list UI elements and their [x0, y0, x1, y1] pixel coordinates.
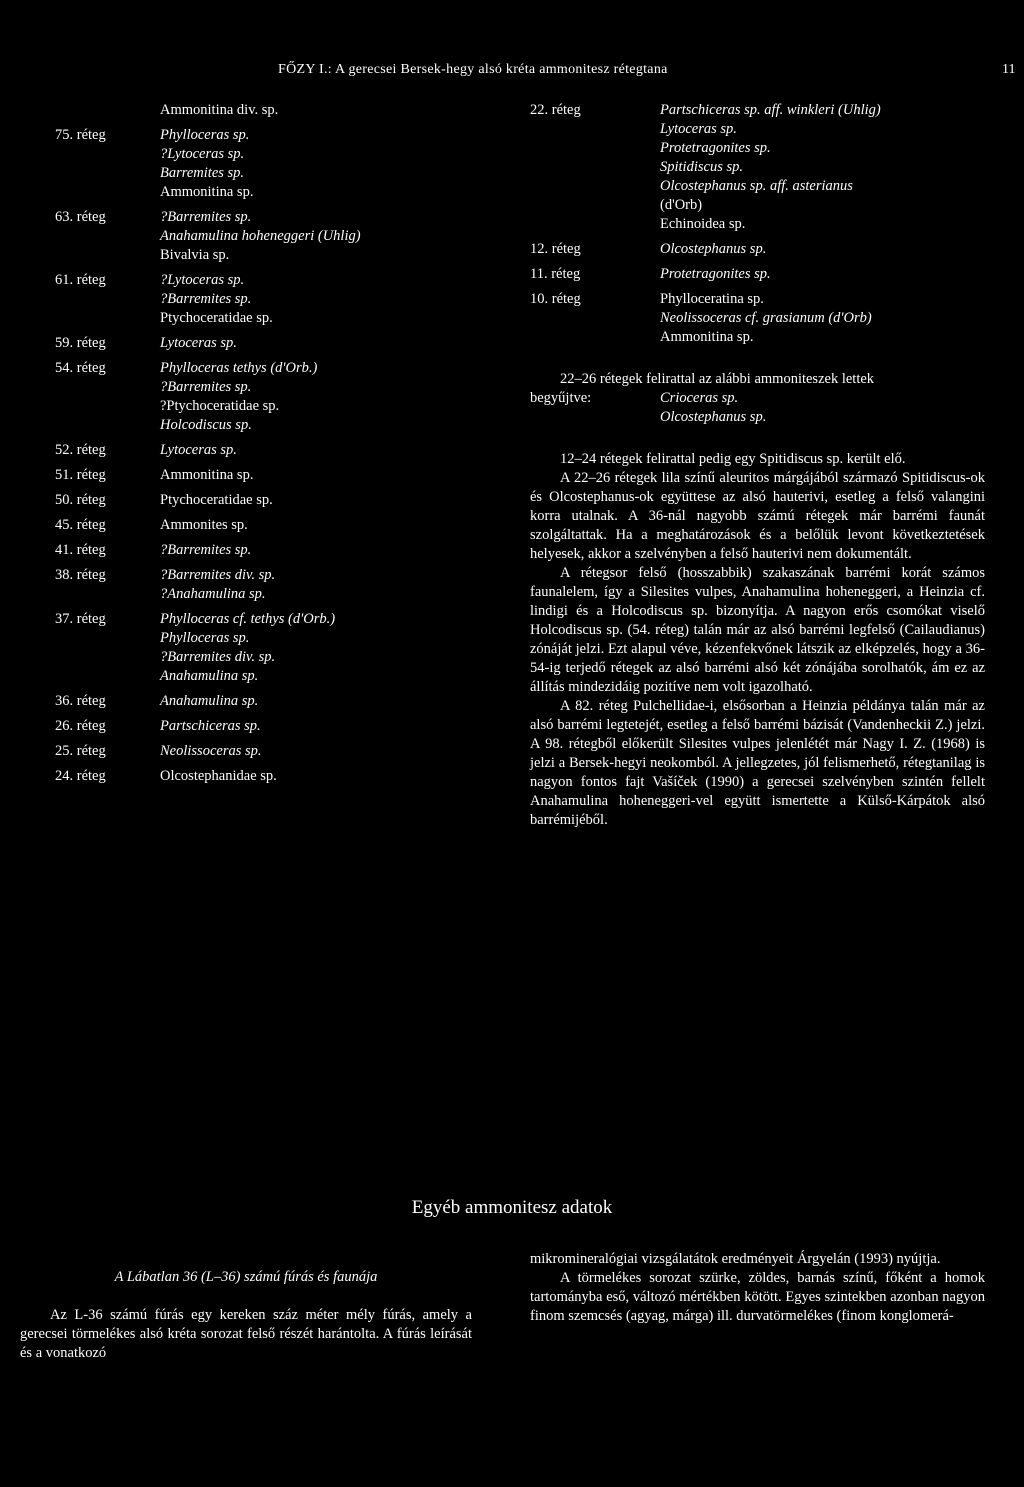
subsection-title: A Lábatlan 36 (L–36) számú fúrás és faunája: [114, 1269, 378, 1285]
layer-label: [530, 139, 660, 158]
taxon-lytoceras-sp: ?Lytoceras sp.: [160, 146, 245, 162]
taxon-ptychoceratidae-sp: Ptychoceratidae sp.: [160, 492, 273, 508]
taxon-phylloceras-sp: Phylloceras sp.: [160, 127, 250, 143]
layer-label: [55, 145, 160, 164]
right-layer-row: [530, 265, 985, 284]
taxon-row-olcostephanus: [530, 408, 985, 427]
taxon-lytoceras-sp: Lytoceras sp.: [160, 335, 237, 351]
layer-label: [55, 183, 160, 202]
layer-label: [55, 164, 160, 183]
left-layer-row: [55, 416, 495, 435]
layer-label: [55, 227, 160, 246]
taxon-olcostephanus-sp: Olcostephanus sp.: [660, 241, 767, 257]
taxon-olcostephanus-sp-aff-asterianus: Olcostephanus sp. aff. asterianus: [660, 178, 853, 194]
right-layer-row: [530, 309, 985, 328]
paragraph-micromineral: mikromineralógiai vizsgálatátok eredményeit Árgyelán (1993) nyújtja.: [530, 1251, 941, 1267]
layer-label: 52. réteg: [55, 442, 106, 458]
left-layer-row: [55, 246, 495, 265]
taxon-barremites-sp: Barremites sp.: [160, 165, 245, 181]
paragraph-l36: Az L-36 számú fúrás egy kereken száz méter mély fúrás, amely a gerecsei törmelékes alsó kréta sorozat felső részét harántolta. A fúrás leírását és a vonatkozó: [20, 1307, 472, 1361]
paragraph-barremian: A rétegsor felső (hosszabbik) szakaszának barrémi korát számos faunalelem, így a Silesites vulpes, Anahamulina hoheneggeri, a Heinzia cf. lindigi és a Holcodiscus sp. bizonyítja. A nagyon erős csomókat viselő Holcodiscus sp. (54. réteg) talán már az alsó barrémi legfelső (Cailaudianus) zónáját jelzi. Ezt alapul véve, kézenfekvőnek látszik az elképzelés, hogy a 36-54-ig terjedő rétegek az alsó barrémi alsó két zónájába sorolhatók, ám ez az állítás mindezidáig pozitíve nem volt igazolható.: [530, 565, 985, 695]
layer-label: 24. réteg: [55, 768, 106, 784]
taxon-protetragonites-sp: Protetragonites sp.: [660, 140, 771, 156]
paragraph-layer-82: A 82. réteg Pulchellidae-i, elsősorban a Heinzia példánya talán már az alsó barrémi legtetejét, esetleg a felső barrémi bázisát (Vandenheckii Z.) jelzi. A 98. rétegből előkerült Silesites vulpes jelenlétét már Nagy I. Z. (1968) is jelzi a Bersek-hegyi neokomból. A jellegzetes, jól felismerhető, rétegtanilag is nagyon fontos fajt Vašíček (1990) a gerecsei szelvényben szintén fellelt Anahamulina hoheneggeri-vel együtt ismertette a Külső-Kárpátok alsó barrémijéből.: [530, 698, 985, 828]
taxon-lytoceras-sp: ?Lytoceras sp.: [160, 272, 245, 288]
left-layer-row: [55, 227, 495, 246]
right-layer-row: [530, 177, 985, 196]
left-layer-row: [55, 183, 495, 202]
left-layer-row: [55, 667, 495, 686]
taxon-d-orb: (d'Orb): [660, 197, 703, 213]
taxon-spitidiscus-sp: Spitidiscus sp.: [660, 159, 743, 175]
layer-label: 22. réteg: [530, 102, 581, 118]
layer-label: [530, 196, 660, 215]
taxon-phylloceratina-sp: Phylloceratina sp.: [660, 291, 764, 307]
layer-label: [55, 101, 160, 120]
layer-label: [55, 397, 160, 416]
layer-label: 59. réteg: [55, 335, 106, 351]
taxon-barremites-div-sp: ?Barremites div. sp.: [160, 649, 276, 665]
right-layer-row: [530, 120, 985, 139]
section-title: Egyéb ammonitesz adatok: [411, 1197, 613, 1218]
taxon-echinoidea-sp: Echinoidea sp.: [660, 216, 746, 232]
left-layer-row: [55, 767, 495, 786]
left-layer-row: [55, 334, 495, 353]
layer-label: [55, 585, 160, 604]
layer-label: [55, 416, 160, 435]
taxon-barremites-sp: ?Barremites sp.: [160, 379, 252, 395]
right-layer-row: [530, 240, 985, 259]
left-layer-row: [55, 742, 495, 761]
layer-label: 50. réteg: [55, 492, 106, 508]
left-layer-row: [55, 290, 495, 309]
layer-label: [55, 648, 160, 667]
paragraph-22-26-intro: 22–26 rétegek felirattal az alábbi ammoniteszek lettek: [560, 371, 875, 387]
layer-label: 41. réteg: [55, 542, 106, 558]
right-layer-row: [530, 328, 985, 347]
taxon-ammonitina-sp: Ammonitina sp.: [160, 467, 254, 483]
bottom-left-column: [20, 1268, 472, 1363]
left-layer-row: [55, 692, 495, 711]
taxon-anahamulina-sp: ?Anahamulina sp.: [160, 586, 266, 602]
layer-label: 63. réteg: [55, 209, 106, 225]
left-layer-row: [55, 208, 495, 227]
taxon-ptychoceratidae-sp: ?Ptychoceratidae sp.: [160, 398, 280, 414]
left-layer-row: [55, 126, 495, 145]
left-layer-row: [55, 717, 495, 736]
left-layer-row: [55, 648, 495, 667]
running-title: FŐZY I.: A gerecsei Bersek-hegy alsó kréta ammonitesz rétegtana: [278, 62, 668, 77]
layer-label: [530, 328, 660, 347]
taxon-ptychoceratidae-sp: Ptychoceratidae sp.: [160, 310, 273, 326]
taxon-barremites-div-sp: ?Barremites div. sp.: [160, 567, 276, 583]
left-layer-row: [55, 491, 495, 510]
left-layer-row: [55, 145, 495, 164]
layer-label: [530, 120, 660, 139]
layer-label: [55, 246, 160, 265]
right-layer-row: [530, 101, 985, 120]
layer-label: 11. réteg: [530, 266, 581, 282]
layer-label: 45. réteg: [55, 517, 106, 533]
left-layer-row: [55, 610, 495, 629]
paragraph-22-26-age: A 22–26 rétegek lila színű aleuritos márgájából származó Spitidiscus-ok és Olcostephanus-ok együttese az alsó hauterivi, esetleg a felső valangini korra utalnak. A 36-nál nagyobb számú rétegek már barrémi faunát szolgáltattak. Ha a meghatározások és a belőlük levont következtetések helyesek, akkor a szelvényben a felső hauterivi nem dokumentált.: [530, 470, 985, 562]
left-layer-row: [55, 516, 495, 535]
layer-label: [55, 290, 160, 309]
layer-label: 36. réteg: [55, 693, 106, 709]
taxon-olcostephanidae-sp: Olcostephanidae sp.: [160, 768, 277, 784]
layer-label: 10. réteg: [530, 291, 581, 307]
layer-label: [530, 309, 660, 328]
left-layer-row: [55, 101, 495, 120]
taxon-holcodiscus-sp: Holcodiscus sp.: [160, 417, 252, 433]
taxon-crioceras: Crioceras sp.: [660, 390, 739, 406]
layer-label: 37. réteg: [55, 611, 106, 627]
layer-label: 25. réteg: [55, 743, 106, 759]
layer-label: [55, 629, 160, 648]
left-column-layer-list: [55, 101, 495, 786]
taxon-lytoceras-sp: Lytoceras sp.: [660, 121, 737, 137]
left-layer-row: [55, 566, 495, 585]
layer-label: [55, 667, 160, 686]
layer-label: [530, 215, 660, 234]
taxon-bivalvia-sp: Bivalvia sp.: [160, 247, 230, 263]
layer-label: [55, 378, 160, 397]
right-layer-row: [530, 139, 985, 158]
taxon-neolissoceras-cf-grasianum-d-orb: Neolissoceras cf. grasianum (d'Orb): [660, 310, 872, 326]
taxon-anahamulina-sp: Anahamulina sp.: [160, 693, 259, 709]
taxon-ammonitina-div-sp: Ammonitina div. sp.: [160, 102, 279, 118]
paragraph-clastic: A törmelékes sorozat szürke, zöldes, barnás színű, főként a homok tartományba eső, változó mértékben kötött. Egyes szintekben azonban nagyon finom szemcsés (agyag, márga) ill. durvatörmelékes (finom konglomerá-: [530, 1270, 985, 1324]
layer-label: [530, 158, 660, 177]
taxon-partschiceras-sp: Partschiceras sp.: [160, 718, 261, 734]
taxon-ammonitina-sp: Ammonitina sp.: [660, 329, 754, 345]
right-column: [530, 101, 985, 830]
right-layer-row: [530, 215, 985, 234]
left-layer-row: [55, 397, 495, 416]
taxon-anahamulina-hoheneggeri-uhlig: Anahamulina hoheneggeri (Uhlig): [160, 228, 361, 244]
layer-label: 54. réteg: [55, 360, 106, 376]
taxon-phylloceras-tethys-d-orb: Phylloceras tethys (d'Orb.): [160, 360, 318, 376]
taxon-barremites-sp: ?Barremites sp.: [160, 542, 252, 558]
taxon-lytoceras-sp: Lytoceras sp.: [160, 442, 237, 458]
right-layer-list: [530, 101, 985, 347]
layer-label: 61. réteg: [55, 272, 106, 288]
layer-label: 38. réteg: [55, 567, 106, 583]
left-layer-row: [55, 629, 495, 648]
left-layer-row: [55, 466, 495, 485]
left-layer-row: [55, 359, 495, 378]
layer-label: 75. réteg: [55, 127, 106, 143]
layer-label: 12. réteg: [530, 241, 581, 257]
taxon-barremites-sp: ?Barremites sp.: [160, 209, 252, 225]
left-layer-row: [55, 378, 495, 397]
taxon-phylloceras-sp: Phylloceras sp.: [160, 630, 250, 646]
layer-label: 26. réteg: [55, 718, 106, 734]
layer-label: 51. réteg: [55, 467, 106, 483]
taxon-ammonites-sp: Ammonites sp.: [160, 517, 248, 533]
layer-label: [530, 177, 660, 196]
taxon-anahamulina-sp: Anahamulina sp.: [160, 668, 259, 684]
page-number: 11: [1002, 62, 1016, 77]
taxon-phylloceras-cf-tethys-d-orb: Phylloceras cf. tethys (d'Orb.): [160, 611, 336, 627]
paragraph-22-26-line2: [530, 389, 985, 408]
layer-label: [55, 309, 160, 328]
taxon-ammonitina-sp: Ammonitina sp.: [160, 184, 254, 200]
right-layer-row: [530, 290, 985, 309]
left-layer-row: [55, 309, 495, 328]
left-layer-row: [55, 541, 495, 560]
left-layer-row: [55, 164, 495, 183]
taxon-protetragonites-sp: Protetragonites sp.: [660, 266, 771, 282]
right-layer-row: [530, 158, 985, 177]
left-layer-row: [55, 271, 495, 290]
taxon-partschiceras-sp-aff-winkleri-uhlig: Partschiceras sp. aff. winkleri (Uhlig): [660, 102, 881, 118]
right-layer-row: [530, 196, 985, 215]
paragraph-12-24: 12–24 rétegek felirattal pedig egy Spitidiscus sp. került elő.: [560, 451, 906, 467]
taxon-neolissoceras-sp: Neolissoceras sp.: [160, 743, 262, 759]
bottom-right-column: [530, 1250, 985, 1326]
left-layer-row: [55, 585, 495, 604]
taxon-olcostephanus: Olcostephanus sp.: [660, 409, 767, 425]
taxon-barremites-sp: ?Barremites sp.: [160, 291, 252, 307]
left-layer-row: [55, 441, 495, 460]
begyujtve-label: begyűjtve:: [530, 390, 592, 406]
